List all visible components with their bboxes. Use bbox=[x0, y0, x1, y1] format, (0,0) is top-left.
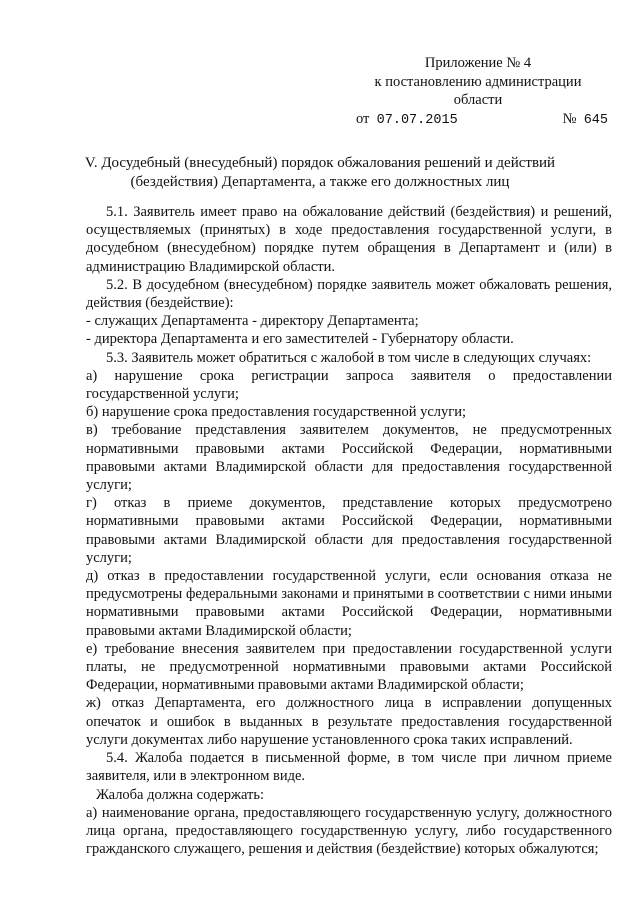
paragraph-5-3: 5.3. Заявитель может обратиться с жалобой в том числе в следующих случаях: bbox=[106, 349, 592, 366]
decree-date: 07.07.2015 bbox=[376, 112, 458, 128]
appendix-number-group bbox=[563, 110, 608, 131]
appendix-date-group bbox=[356, 110, 458, 131]
list-item: ж) отказ Департамента, его должностного лица в исправлении допущенных опечаток и ошибок в выданных в результате предоставления государственной услуги документах либо нарушение установленного срока таких исправлений. bbox=[86, 695, 612, 748]
list-item: - директора Департамента и его заместителей - Губернатору области. bbox=[86, 331, 514, 348]
list-item: е) требование внесения заявителем при предоставлении государственной услуги платы, не предусмотренной нормативными правовыми актами Российской Федерации, нормативными правовыми актами Владимирской области; bbox=[86, 640, 612, 694]
list-item: - служащих Департамента - директору Департамента; bbox=[86, 313, 419, 330]
appendix-region: области bbox=[453, 92, 503, 108]
list-item: а) нарушение срока регистрации запроса заявителя о предоставлении государственной услуги; bbox=[86, 367, 612, 403]
appendix-block bbox=[348, 54, 608, 130]
date-prefix: от bbox=[356, 110, 374, 127]
appendix-date-line bbox=[348, 110, 608, 131]
paragraph-complaint-content: Жалоба должна содержать: bbox=[96, 786, 265, 803]
appendix-title: Приложение № 4 bbox=[424, 55, 532, 71]
paragraph-5-1: 5.1. Заявитель имеет право на обжалование действий (бездействия) и решений, осуществляемых (принятых) в ходе предоставления государственной услуги, в досудебном (внесудебном) порядке путем обращения в Департамент и (или) в администрацию Владимирской области. bbox=[86, 204, 612, 275]
list-item: д) отказ в предоставлении государственной услуги, если основания отказа не предусмотрены федеральными законами и принятыми в соответствии с ними иными нормативными правовыми актами Российской Федерации, нормативными правовыми актами Владимирской области; bbox=[86, 568, 612, 639]
paragraph-5-2: 5.2. В досудебном (внесудебном) порядке заявитель может обжаловать решения, действия (бездействие): bbox=[86, 276, 612, 312]
appendix-reference: к постановлению администрации bbox=[374, 73, 582, 90]
number-prefix: № bbox=[562, 110, 581, 127]
list-item: а) наименование органа, предоставляющего государственную услугу, должностного лица органа, предоставляющего государственную услугу, либо государственного гражданского служащего, решения и действия (бездействие) которых обжалуются; bbox=[86, 804, 612, 858]
section-heading-line1: V. Досудебный (внесудебный) порядок обжалования решений и действий bbox=[84, 155, 556, 171]
section-heading bbox=[70, 154, 570, 192]
list-item: г) отказ в приеме документов, представление которых предусмотрено нормативными правовыми актами Российской Федерации, нормативными правовыми актами Владимирской области для предоставления государственной услуги; bbox=[86, 495, 612, 566]
list-item: в) требование представления заявителем документов, не предусмотренных нормативными правовыми актами Российской Федерации, нормативными правовыми актами Владимирской области для предоставления государственной услуги; bbox=[86, 422, 612, 494]
list-item: б) нарушение срока предоставления государственной услуги; bbox=[86, 404, 466, 421]
section-heading-line2: (бездействия) Департамента, а также его должностных лиц bbox=[130, 174, 510, 190]
paragraph-5-4: 5.4. Жалоба подается в письменной форме, в том числе при личном приеме заявителя, или в электронном виде. bbox=[86, 750, 612, 785]
document-body bbox=[86, 203, 612, 858]
decree-number: 645 bbox=[583, 112, 608, 128]
